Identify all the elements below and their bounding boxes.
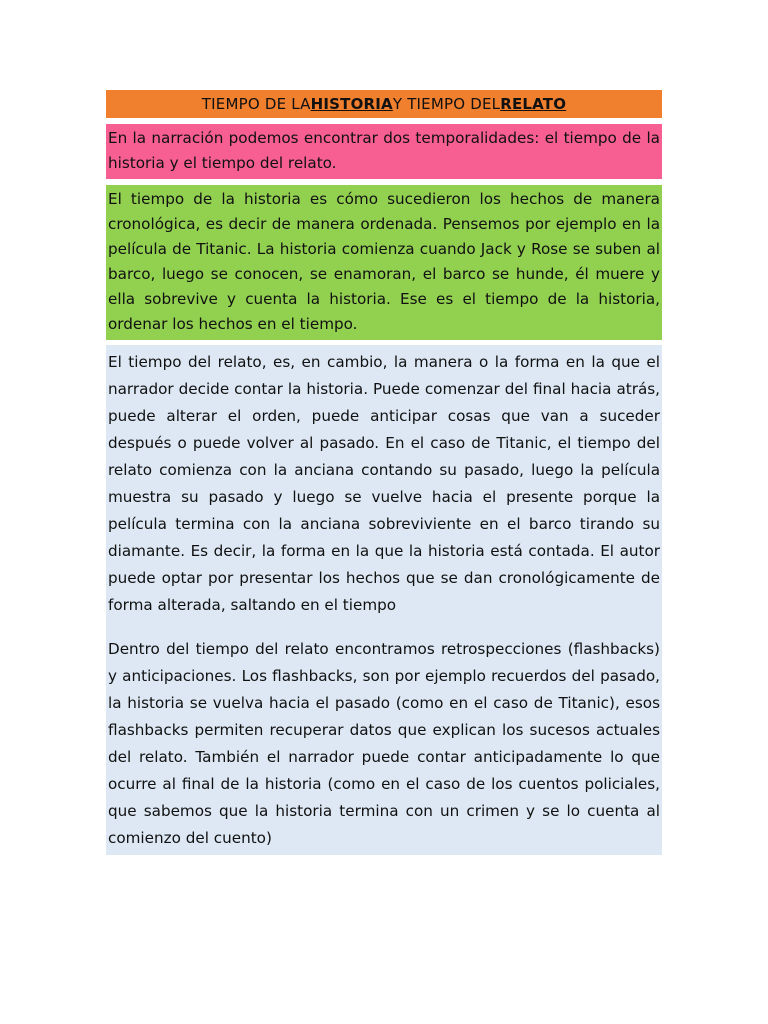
- relato-paragraph: El tiempo del relato, es, en cambio, la manera o la forma en la que el narrador decide contar la historia. Puede comenzar del final hacia atrás, puede alterar el orden, puede anticipar cosas que van a suceder después o puede volver al pasado. En el caso de Titanic, el tiempo del relato comienza con la anciana contando su pasado, luego la película muestra su pasado y luego se vuelve hacia el presente porque la película termina con la anciana sobreviviente en el barco tirando su diamante. Es decir, la forma en la que la historia está contada. El autor puede optar por presentar los hechos que se dan cronológicamente de forma alterada, saltando en el tiempo: [106, 345, 662, 622]
- document-page: [106, 90, 662, 855]
- title-part-1: TIEMPO DE LA: [201, 95, 311, 113]
- title-relato: RELATO: [500, 95, 567, 113]
- document-title: [106, 90, 662, 118]
- title-historia: HISTORIA: [310, 95, 393, 113]
- intro-paragraph: En la narración podemos encontrar dos temporalidades: el tiempo de la historia y el tiempo del relato.: [106, 124, 662, 179]
- retrospecciones-paragraph: Dentro del tiempo del relato encontramos retrospecciones (flashbacks) y anticipaciones. Los flashbacks, son por ejemplo recuerdos del pasado, la historia se vuelva hacia el pasado (como en el caso de Titanic), esos flashbacks permiten recuperar datos que explican los sucesos actuales del relato. También el narrador puede contar anticipadamente lo que ocurre al final de la historia (como en el caso de los cuentos policiales, que sabemos que la historia termina con un crimen y se lo cuenta al comienzo del cuento): [106, 622, 662, 855]
- historia-paragraph: El tiempo de la historia es cómo sucedieron los hechos de manera cronológica, es decir de manera ordenada. Pensemos por ejemplo en la película de Titanic. La historia comienza cuando Jack y Rose se suben al barco, luego se conocen, se enamoran, el barco se hunde, él muere y ella sobrevive y cuenta la historia. Ese es el tiempo de la historia, ordenar los hechos en el tiempo.: [106, 185, 662, 340]
- title-part-3: Y TIEMPO DEL: [392, 95, 501, 113]
